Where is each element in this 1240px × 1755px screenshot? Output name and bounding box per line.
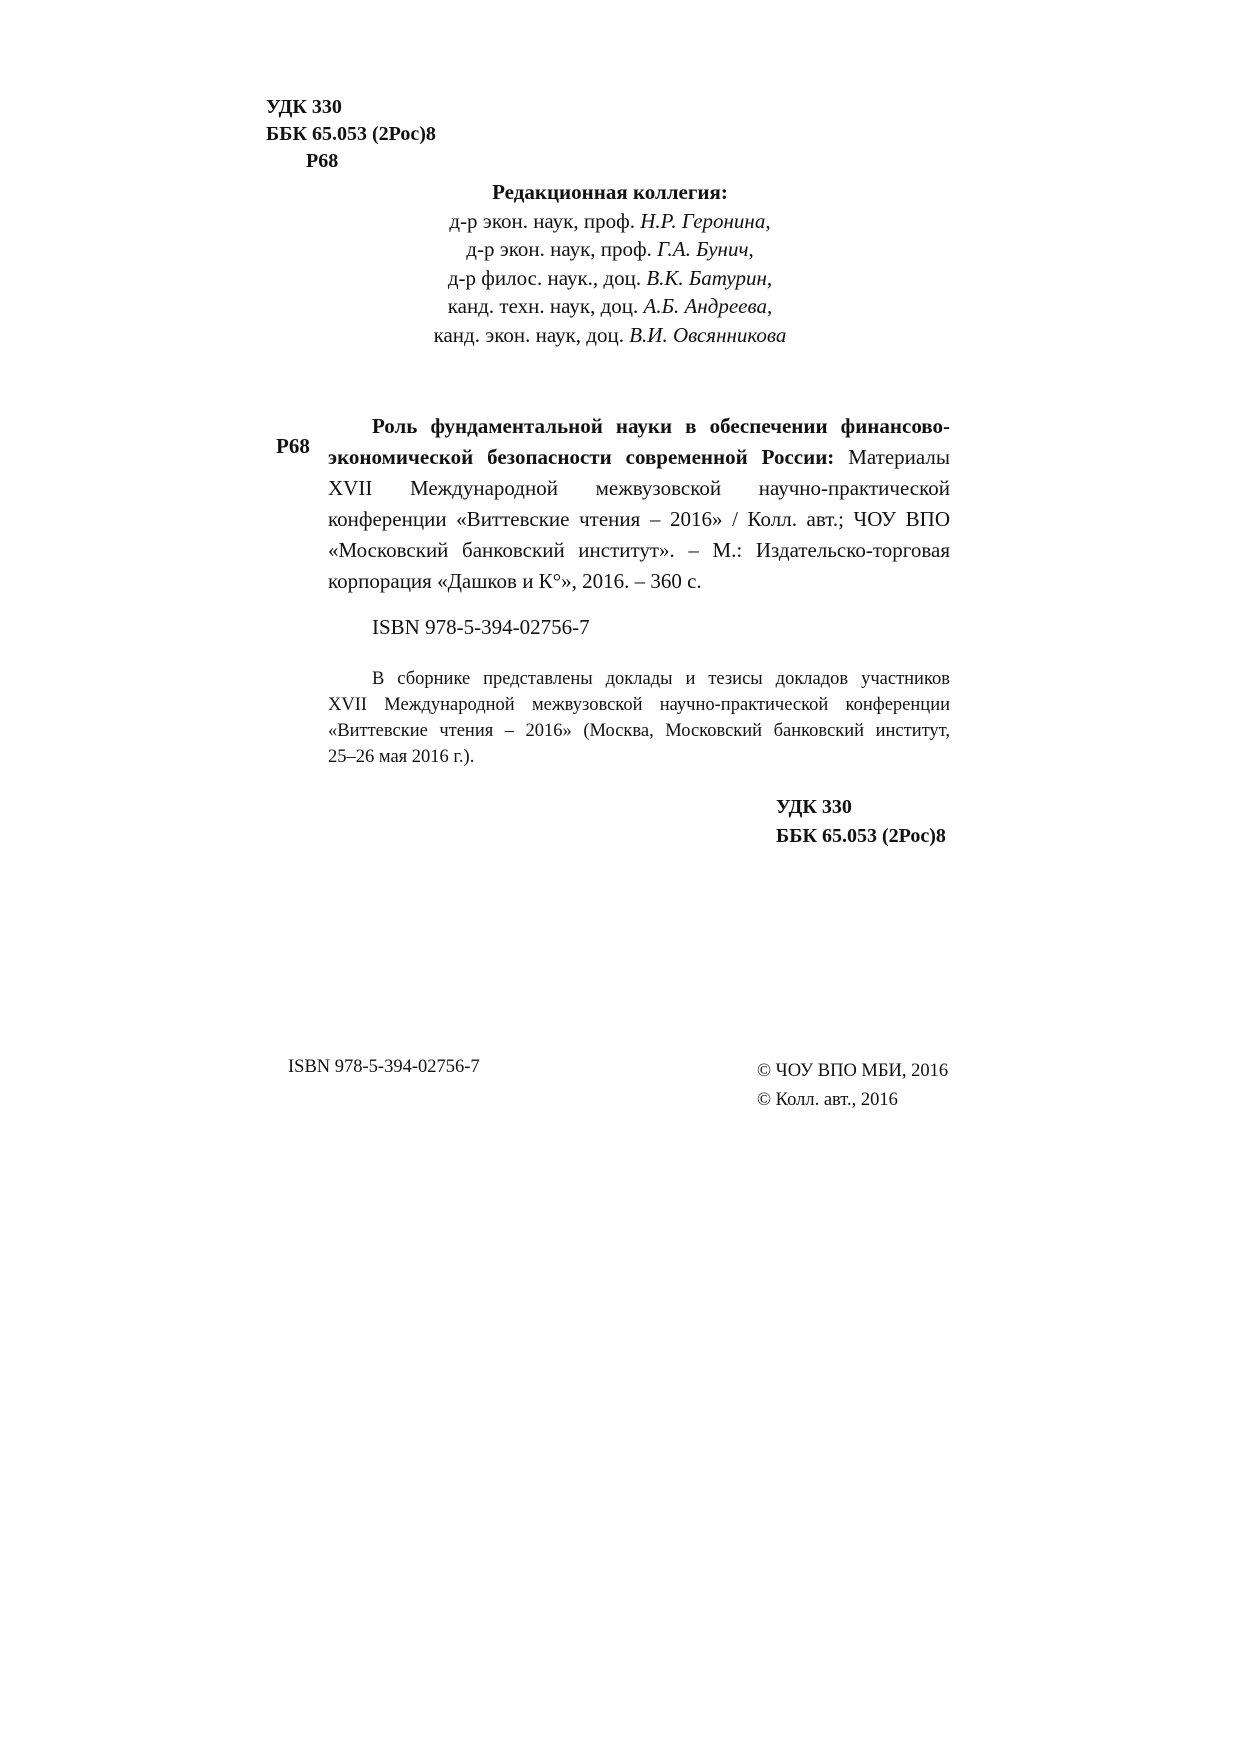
member-name: А.Б. Андреева: [643, 294, 767, 318]
abstract-line: В сборнике представлены доклады и тезисы докладов участников: [372, 669, 950, 689]
editorial-board: [360, 178, 860, 349]
board-member: д-р филос. наук., доц. В.К. Батурин,: [447, 265, 773, 290]
udk-code: УДК 330: [776, 796, 852, 818]
author-mark-side: Р68: [276, 434, 310, 458]
member-name: В.К. Батурин: [646, 265, 767, 290]
board-member: д-р экон. наук, проф. Н.Р. Геронина,: [449, 208, 771, 233]
book-title: Роль фундаментальной науки в обеспечении финансово-экономической безопасности современной России:: [328, 414, 950, 469]
isbn-footer: ISBN 978-5-394-02756-7: [288, 1057, 480, 1077]
member-name: Н.Р. Геронина: [640, 208, 766, 233]
bibliographic-entry: [328, 411, 950, 597]
board-member: д-р экон. наук, проф. Г.А. Бунич,: [466, 237, 754, 261]
bbk-code: ББК 65.053 (2Рос)8: [776, 825, 946, 847]
udk-code: УДК 330: [266, 96, 342, 118]
classification-block: [776, 793, 946, 851]
bbk-code: ББК 65.053 (2Рос)8: [266, 123, 436, 145]
book-description: Материалы XVII Международной межвузовской научно-практической конференции «Виттевские чтения – 2016» / Колл. авт.; ЧОУ ВПО «Московский банковский институт». – М.: Издательско-торговая корпорация «Дашков и К°», 2016. – 360 с.: [328, 445, 951, 593]
abstract: [328, 666, 950, 770]
copyright-block: [757, 1057, 948, 1115]
member-name: В.И. Овсянникова: [629, 322, 787, 347]
member-name: Г.А. Бунич: [657, 237, 749, 261]
isbn-main: ISBN 978-5-394-02756-7: [372, 615, 590, 639]
board-member: канд. экон. наук, доц. В.И. Овсянникова: [433, 322, 787, 347]
board-member: канд. техн. наук, доц. А.Б. Андреева,: [447, 294, 773, 318]
author-mark: Р68: [306, 150, 339, 172]
abstract-line: 25–26 мая 2016 г.).: [328, 747, 475, 767]
editorial-board-title: Редакционная коллегия:: [492, 180, 728, 204]
copyright-line: © Колл. авт., 2016: [757, 1090, 898, 1110]
abstract-line: XVII Международной межвузовской научно-практической конференции: [328, 695, 950, 715]
abstract-line: «Виттевские чтения – 2016» (Москва, Московский банковский институт,: [328, 721, 950, 741]
copyright-line: © ЧОУ ВПО МБИ, 2016: [757, 1061, 949, 1081]
